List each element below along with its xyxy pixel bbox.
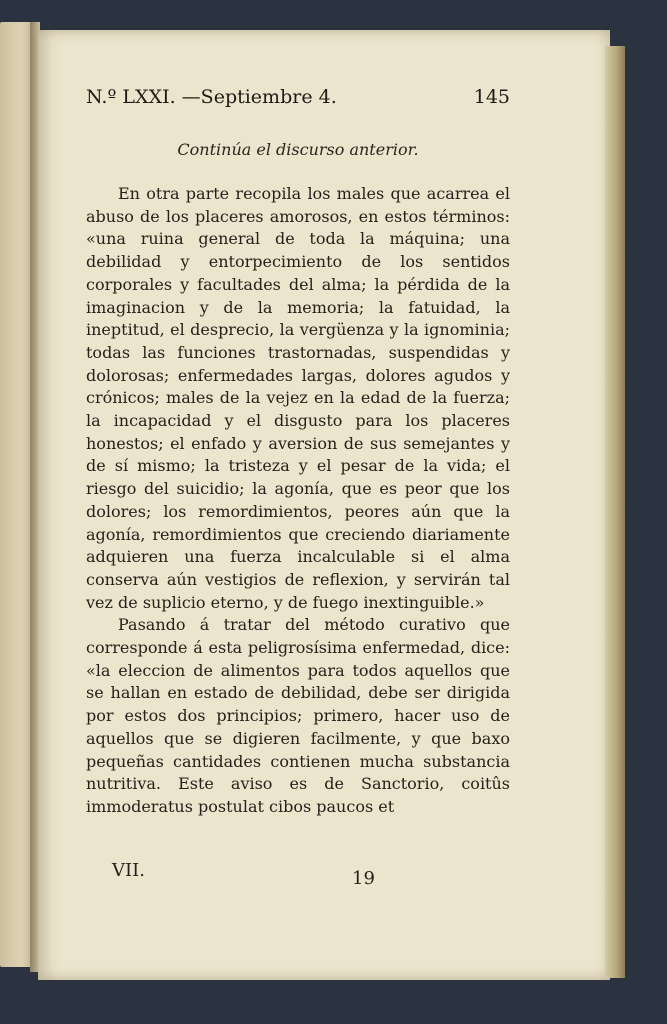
paragraph: Pasando á tratar del método curativo que corresponde á esta peligrosísima enfermedad, dice: «la eleccion de alimentos para todos aquellos que se hallan en estado de debilidad, debe ser dirigida por estos dos principios; primero, hacer uso de aquellos que se digieren facilmente, y que baxo pequeñas cantidades contienen mucha substancia nutritiva. Este aviso es de Sanctorio, coitûs immoderatus postulat cibos paucos et: [86, 615, 510, 816]
signature-mark: VII.: [112, 860, 145, 881]
issue-date: N.º LXXI. —Septiembre 4.: [86, 86, 337, 108]
page-number: 145: [473, 86, 510, 108]
running-header: [86, 86, 510, 112]
page-stack-edge: [605, 46, 625, 978]
sheet-number: 19: [352, 868, 375, 889]
paragraph: En otra parte recopila los males que acarrea el abuso de los placeres amorosos, en estos términos: «una ruina general de toda la máquina; una debilidad y entorpecimiento de los sentidos corporales y facultades del alma; la pérdida de la imaginacion y de la memoria; la fatuidad, la ineptitud, el desprecio, la vergüenza y la ignominia; todas las funciones trastornadas, suspendidas y dolorosas; enfermedades largas, dolores agudos y crónicos; males de la vejez en la edad de la fuerza; la incapacidad y el disgusto para los placeres honestos; el enfado y aversion de sus semejantes y de sí mismo; la tristeza y el pesar de la vida; el riesgo del suicidio; la agonía, que es peor que los dolores; los remordimientos, peores aún que la agonía, remordimientos que creciendo diariamente adquieren una fuerza incalculable si el alma conserva aún vestigios de reflexion, y servirán tal vez de suplicio eterno, y de fuego inextinguible.»: [86, 184, 510, 612]
page-footer: [112, 860, 412, 889]
body-text: [86, 183, 510, 819]
section-subtitle: Continúa el discurso anterior.: [177, 140, 419, 159]
